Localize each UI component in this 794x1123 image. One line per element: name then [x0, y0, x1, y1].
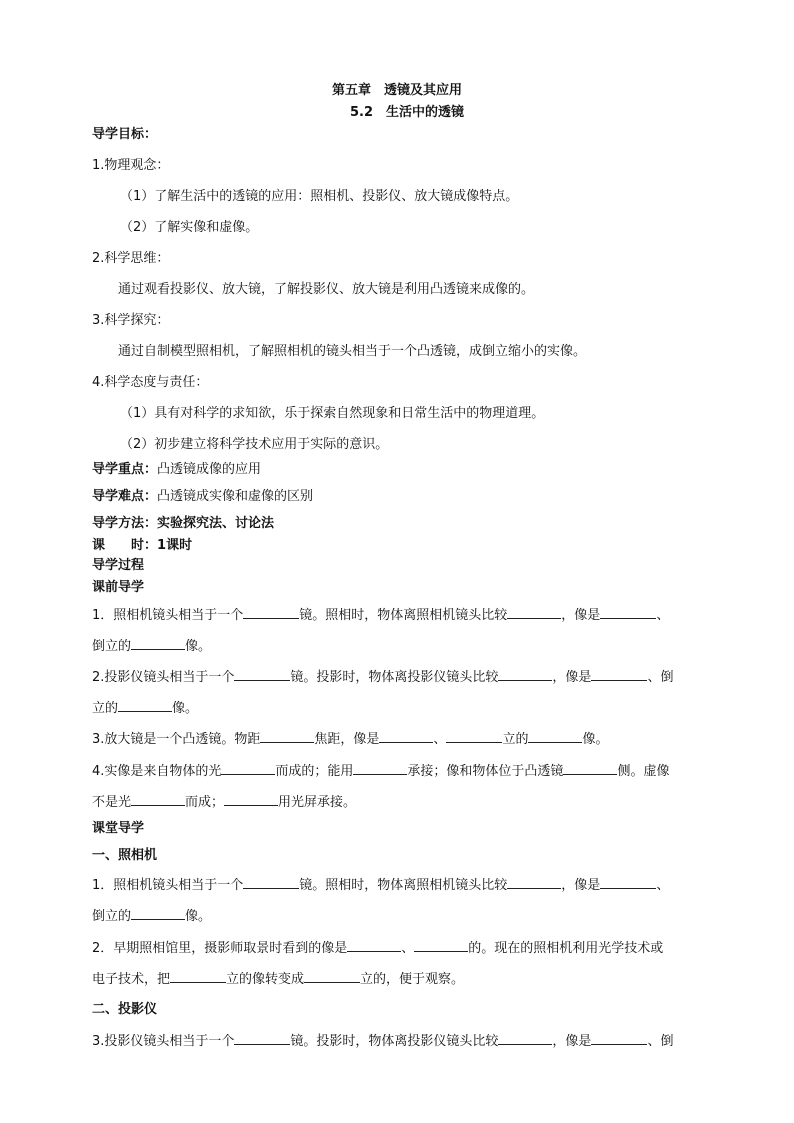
- method: [92, 515, 274, 533]
- answer-blank[interactable]: [221, 762, 275, 775]
- answer-blank[interactable]: [170, 970, 226, 983]
- hours-label-b: 时：: [131, 538, 158, 553]
- answer-blank[interactable]: [446, 730, 502, 743]
- section-projector: 二、投影仪: [92, 1002, 158, 1017]
- goals-heading: 导学目标：: [92, 127, 158, 142]
- goal-3-text: 通过自制模型照相机，了解照相机的镜头相当于一个凸透镜，成倒立缩小的实像。: [118, 344, 587, 359]
- goal-4-item-2: （2）初步建立将科学技术应用于实际的意识。: [120, 437, 389, 452]
- class-question-2-line-2: 电子技术，把 立的像转变成 立的，便于观察。: [92, 972, 465, 987]
- answer-blank[interactable]: [563, 762, 617, 775]
- answer-blank[interactable]: [414, 939, 468, 952]
- answer-blank[interactable]: [234, 668, 290, 681]
- answer-blank[interactable]: [600, 606, 656, 619]
- goal-4-title: 4.科学态度与责任：: [92, 375, 209, 390]
- hours-label-a: 课: [92, 538, 106, 553]
- goal-4-item-1: （1）具有对科学的求知欲，乐于探索自然现象和日常生活中的物理道理。: [120, 406, 545, 421]
- answer-blank[interactable]: [234, 1032, 290, 1045]
- answer-blank[interactable]: [507, 876, 561, 889]
- key-point-label: 导学重点：: [92, 462, 158, 477]
- pre-question-1-line-2: 倒立的 像。: [92, 639, 212, 654]
- answer-blank[interactable]: [507, 606, 561, 619]
- answer-blank[interactable]: [591, 1032, 647, 1045]
- pre-question-4-line-2: 不是光 而成； 用光屏承接。: [92, 795, 357, 810]
- difficulty-text: 凸透镜成实像和虚像的区别: [157, 489, 314, 504]
- goal-2-text: 通过观看投影仪、放大镜，了解投影仪、放大镜是利用凸透镜来成像的。: [118, 282, 535, 297]
- goal-1-title: 1.物理观念：: [92, 158, 170, 173]
- class-heading: 课堂导学: [92, 821, 145, 836]
- process-heading: 导学过程: [92, 558, 145, 573]
- goal-2-title: 2.科学思维：: [92, 251, 170, 266]
- pre-question-2-line-2: 立的 像。: [92, 701, 199, 716]
- chapter-title: 第五章 透镜及其应用: [331, 83, 462, 98]
- pre-question-1-line-1: 1．照相机镜头相当于一个 镜。照相时，物体离照相机镜头比较 ，像是 、: [92, 608, 670, 623]
- answer-blank[interactable]: [118, 699, 172, 712]
- answer-blank[interactable]: [243, 876, 299, 889]
- class-question-1-line-2: 倒立的 像。: [92, 909, 212, 924]
- answer-blank[interactable]: [224, 793, 278, 806]
- answer-blank[interactable]: [528, 730, 582, 743]
- goal-1-item-2: （2）了解实像和虚像。: [120, 220, 259, 235]
- answer-blank[interactable]: [304, 970, 360, 983]
- answer-blank[interactable]: [131, 793, 185, 806]
- class-hours: [92, 537, 192, 555]
- key-point-text: 凸透镜成像的应用: [157, 462, 262, 477]
- answer-blank[interactable]: [347, 939, 401, 952]
- answer-blank[interactable]: [498, 1032, 552, 1045]
- pre-question-2-line-1: 2.投影仪镜头相当于一个 镜。投影时，物体离投影仪镜头比较 ，像是 、倒: [92, 670, 674, 685]
- answer-blank[interactable]: [243, 606, 299, 619]
- section-camera: 一、照相机: [92, 848, 158, 863]
- method-text: 实验探究法、讨论法: [157, 516, 275, 531]
- hours-text: 1课时: [157, 538, 193, 553]
- goal-1-item-1: （1）了解生活中的透镜的应用：照相机、投影仪、放大镜成像特点。: [120, 189, 519, 204]
- class-question-1-line-1: 1．照相机镜头相当于一个 镜。照相时，物体离照相机镜头比较 ，像是 、: [92, 878, 670, 893]
- key-point: [92, 461, 261, 479]
- answer-blank[interactable]: [131, 907, 185, 920]
- difficulty-point: [92, 488, 313, 506]
- answer-blank[interactable]: [260, 730, 314, 743]
- difficulty-label: 导学难点：: [92, 489, 158, 504]
- goal-3-title: 3.科学探究：: [92, 313, 170, 328]
- answer-blank[interactable]: [600, 876, 656, 889]
- pre-question-3: 3.放大镜是一个凸透镜。物距 焦距，像是 、 立的 像。: [92, 732, 609, 747]
- class-question-2-line-1: 2．早期照相馆里，摄影师取景时看到的像是 、 的。现在的照相机利用光学技术或: [92, 941, 664, 956]
- answer-blank[interactable]: [379, 730, 433, 743]
- answer-blank[interactable]: [591, 668, 647, 681]
- pre-question-4-line-1: 4.实像是来自物体的光 而成的；能用 承接；像和物体位于凸透镜 侧。虚像: [92, 764, 670, 779]
- answer-blank[interactable]: [131, 637, 185, 650]
- section-title: 5.2 生活中的透镜: [349, 105, 465, 120]
- answer-blank[interactable]: [498, 668, 552, 681]
- pre-heading: 课前导学: [92, 580, 145, 595]
- method-label: 导学方法：: [92, 516, 158, 531]
- answer-blank[interactable]: [353, 762, 407, 775]
- class-question-3-line-1: 3.投影仪镜头相当于一个 镜。投影时，物体离投影仪镜头比较 ，像是 、倒: [92, 1034, 674, 1049]
